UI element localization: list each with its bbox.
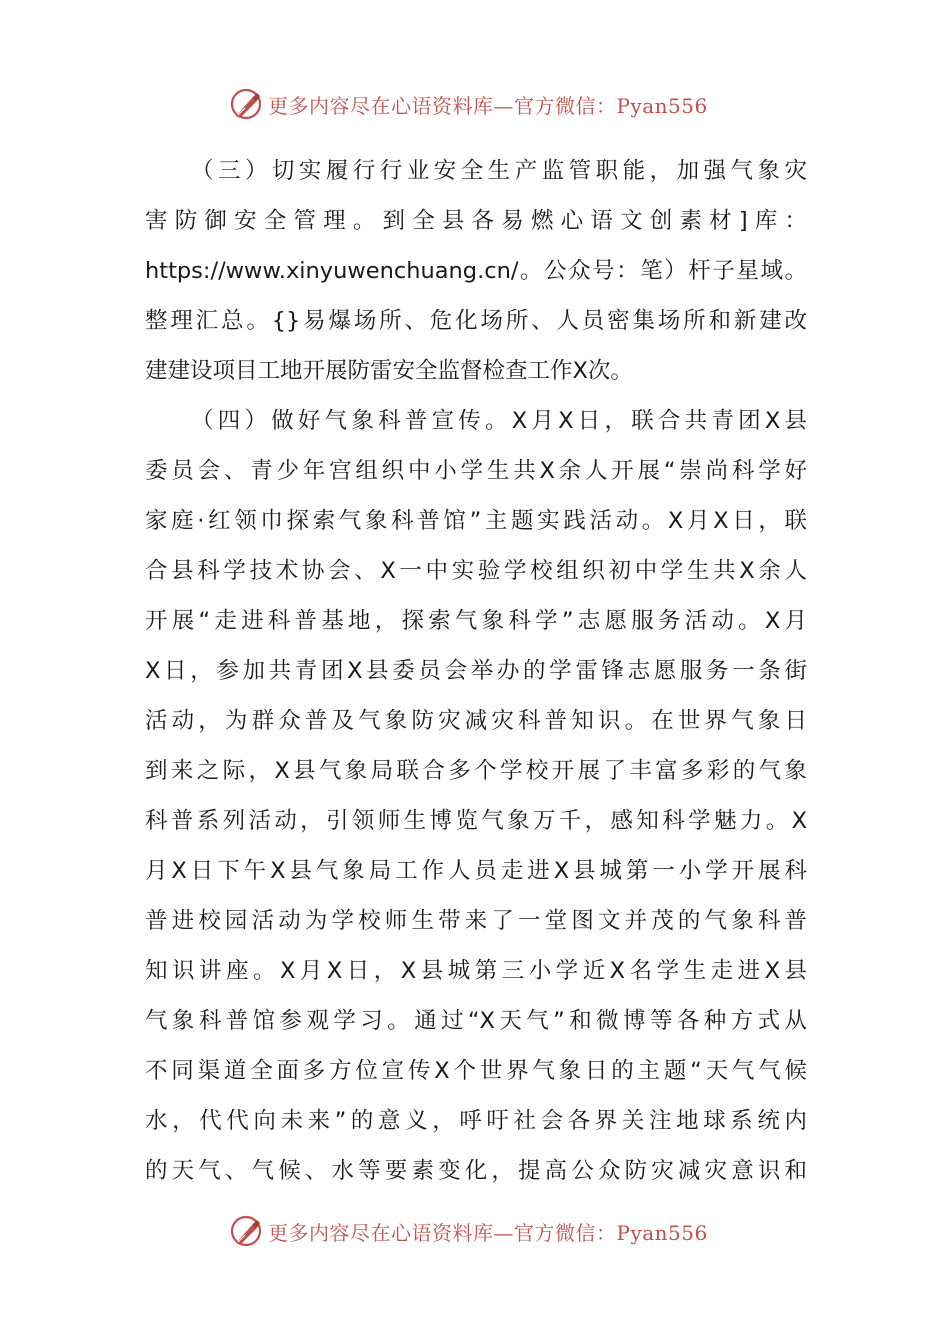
body-line: 委员会、青少年宫组织中小学生共X余人开展“崇尚科学好 — [145, 458, 807, 484]
document-body — [145, 146, 807, 1196]
body-line: 害防御安全管理。到全县各易燃心语文创素材]库： — [145, 208, 807, 234]
pen-nib-logo-icon — [228, 1213, 264, 1249]
body-line: X日，参加共青团X县委员会举办的学雷锋志愿服务一条街 — [145, 658, 807, 684]
footer-watermark-text: 更多内容尽在心语资料库—官方微信：Pyan556 — [268, 1220, 708, 1245]
body-line: 月X日下午X县气象局工作人员走进X县城第一小学开展科 — [145, 858, 807, 884]
body-line: 的天气、气候、水等要素变化，提高公众防灾减灾意识和 — [145, 1158, 807, 1184]
footer-watermark-banner — [228, 1211, 728, 1251]
body-line: 水，代代向未来”的意义，呼吁社会各界关注地球系统内 — [145, 1108, 807, 1134]
body-line: https://www.xinyuwenchuang.cn/。公众号：笔）杆子星域。 — [145, 258, 807, 284]
body-line: 整理汇总。{}易爆场所、危化场所、人员密集场所和新建改 — [145, 308, 807, 334]
body-line: 普进校园活动为学校师生带来了一堂图文并茂的气象科普 — [145, 908, 807, 934]
pen-nib-logo-icon — [228, 86, 264, 122]
body-line: 建建设项目工地开展防雷安全监督检查工作X次。 — [145, 358, 633, 384]
body-line: 合县科学技术协会、X一中实验学校组织初中学生共X余人 — [145, 558, 807, 584]
body-line: 活动，为群众普及气象防灾减灾科普知识。在世界气象日 — [145, 708, 807, 734]
body-line: 气象科普馆参观学习。通过“X天气”和微博等各种方式从 — [145, 1008, 807, 1034]
body-line: （四）做好气象科普宣传。X月X日，联合共青团X县 — [191, 408, 807, 434]
body-line: 家庭·红领巾探索气象科普馆”主题实践活动。X月X日，联 — [145, 508, 807, 534]
body-line: 知识讲座。X月X日，X县城第三小学近X名学生走进X县 — [145, 958, 807, 984]
header-watermark-banner — [228, 84, 728, 124]
body-line: 科普系列活动，引领师生博览气象万千，感知科学魅力。X — [145, 808, 807, 834]
header-watermark-text: 更多内容尽在心语资料库—官方微信：Pyan556 — [268, 93, 708, 118]
body-line: （三）切实履行行业安全生产监管职能，加强气象灾 — [191, 158, 807, 184]
body-line: 到来之际，X县气象局联合多个学校开展了丰富多彩的气象 — [145, 758, 807, 784]
body-line: 开展“走进科普基地，探索气象科学”志愿服务活动。X月 — [145, 608, 807, 634]
body-line: 不同渠道全面多方位宣传X个世界气象日的主题“天气气候 — [145, 1058, 807, 1084]
